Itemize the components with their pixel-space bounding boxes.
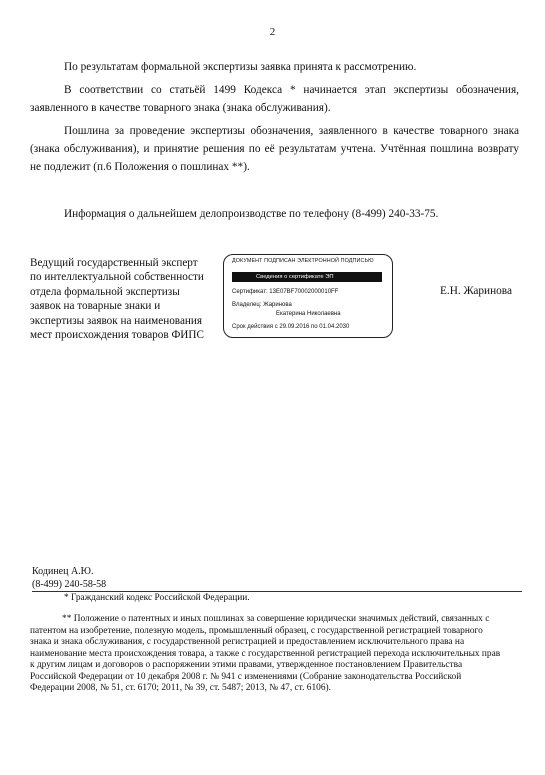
footnote-civil-code: * Гражданский кодекс Российской Федерации. bbox=[64, 593, 250, 603]
footnote-fees-regulation bbox=[30, 614, 525, 695]
position-line: заявок на товарные знаки и bbox=[30, 300, 161, 313]
paragraph-acceptance: По результатам формальной экспертизы заявка принята к рассмотрению. bbox=[64, 61, 417, 73]
footnote-line: знака и знака обслуживания, с государственной регистрацией и предоставлением исключительного права на bbox=[30, 637, 465, 647]
footnote-line: Российской Федерации от 10 декабря 2008 г. № 941 с изменениями (Собрание законодательства Российской bbox=[30, 671, 462, 682]
position-line: Ведущий государственный эксперт bbox=[30, 257, 198, 269]
page-number: 2 bbox=[269, 26, 276, 38]
position-line: отдела формальной экспертизы bbox=[30, 285, 180, 298]
stamp-certificate: Сертификат: 13E07BF70002000010FF bbox=[232, 289, 339, 295]
signatory-position bbox=[30, 256, 220, 342]
paragraph-fee-line3: не подлежит (п.6 Положения о пошлинах **). bbox=[30, 161, 250, 173]
footnote-line: ** Положение о патентных и иных пошлинах за совершение юридически значимых действий, связанных с bbox=[62, 614, 490, 624]
paragraph-phone-info: Информация о дальнейшем делопроизводстве по телефону (8-499) 240-33-75. bbox=[64, 208, 439, 220]
paragraph-article-line1: В соответствии со статьёй 1499 Кодекса * начинается этап экспертизы обозначения, bbox=[64, 84, 519, 96]
stamp-owner: Владелец: Жаринова bbox=[232, 302, 292, 308]
footnote-line: наименование места происхождения товара, а также с государственной регистрацией перехода исключительных прав bbox=[30, 648, 501, 659]
stamp-validity: Срок действия с 29.09.2016 по 01.04.2030 bbox=[232, 324, 350, 330]
stamp-certificate-bar: Сведения о сертификате ЭП bbox=[232, 272, 382, 282]
paragraph-fee-line1: Пошлина за проведение экспертизы обозначения, заявленного в качестве товарного знака bbox=[64, 125, 519, 137]
contact-name: Кодинец А.Ю. bbox=[32, 566, 94, 577]
signer-name: Е.Н. Жаринова bbox=[440, 285, 512, 297]
paragraph-article-line2: заявленного в качестве товарного знака (знака обслуживания). bbox=[30, 102, 331, 114]
position-line: мест происхождения товаров ФИПС bbox=[30, 329, 204, 342]
footnote-line: к другим лицам и договоров о распоряжении этими правами, утвержденное постановлением Правительства bbox=[30, 660, 463, 670]
stamp-header: ДОКУМЕНТ ПОДПИСАН ЭЛЕКТРОННОЙ ПОДПИСЬЮ bbox=[232, 258, 374, 264]
footnote-divider bbox=[32, 591, 522, 592]
stamp-owner-name: Екатерина Николаевна bbox=[276, 311, 341, 317]
position-line: по интеллектуальной собственности bbox=[30, 271, 204, 284]
electronic-signature-stamp bbox=[223, 254, 393, 338]
contact-phone: (8-499) 240-58-58 bbox=[32, 579, 107, 590]
footnote-line: Федерации 2008, № 51, ст. 6170; 2011, № 39, ст. 5487; 2013, № 47, ст. 6106). bbox=[30, 683, 331, 693]
paragraph-fee-line2: (знака обслуживания), и принятие решения по её результатам учтена. Учтённая пошлина возврату bbox=[30, 143, 519, 155]
footnote-line: патентом на изобретение, полезную модель, промышленный образец, с государственной регистрацией товарного bbox=[30, 625, 483, 636]
position-line: экспертизы заявок на наименования bbox=[30, 314, 203, 327]
